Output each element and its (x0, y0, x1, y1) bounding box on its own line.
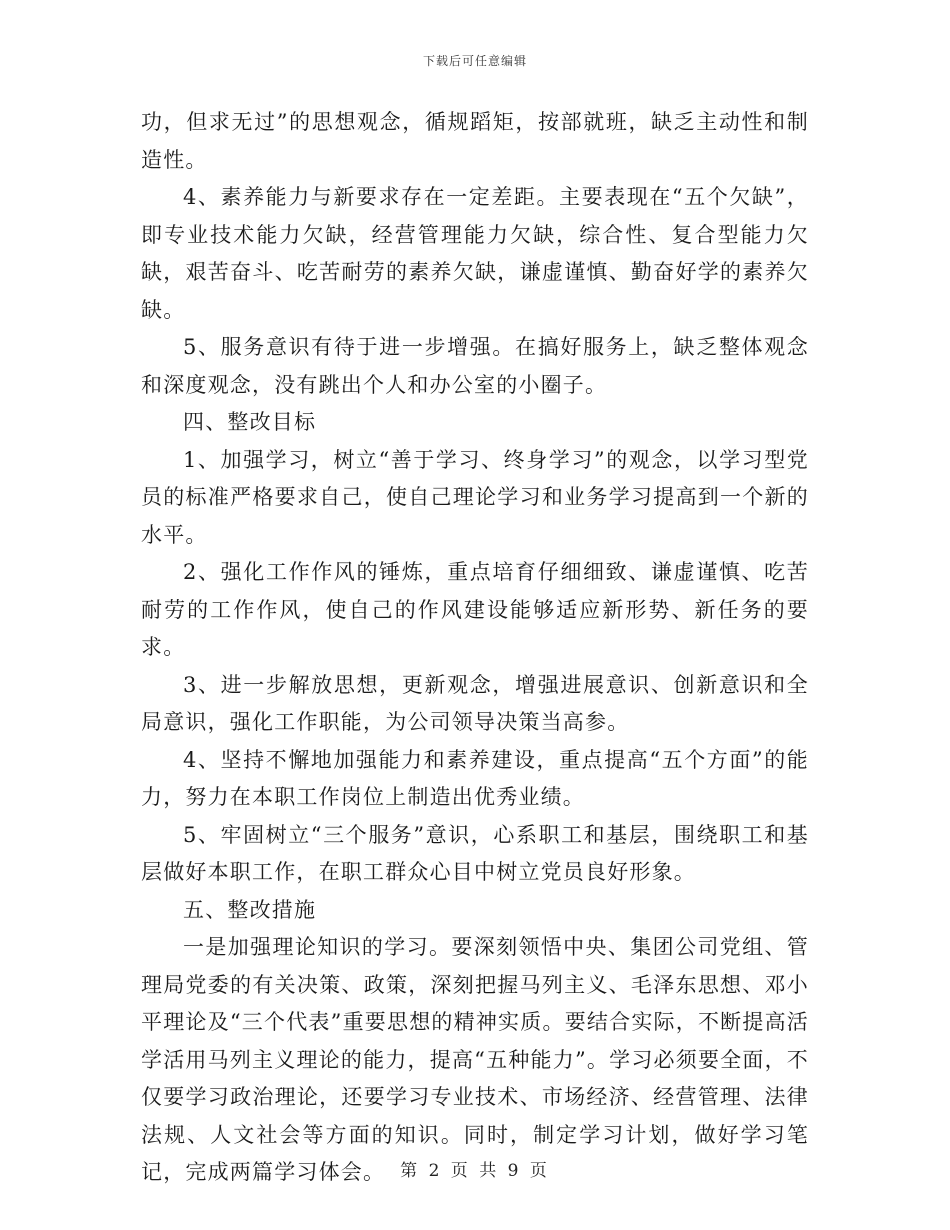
section-heading-goals: 四、整改目标 (183, 410, 317, 434)
paragraph-goal-5: 5、牢固树立“三个服务”意识，心系职工和基层，围绕职工和基层做好本职工作，在职工群众心目中树立党员良好形象。 (141, 822, 809, 884)
paragraph-measure-1: 一是加强理论知识的学习。要深刻领悟中央、集团公司党组、管理局党委的有关决策、政策，深刻把握马列主义、毛泽东思想、邓小平理论及“三个代表”重要思想的精神实质。要结合实际，不断提高活学活用马列主义理论的能力，提高“五种能力”。学习必须要全面，不仅要学习政治理论，还要学习专业技术、市场经济、经营管理、法律法规、人文社会等方面的知识。同时，制定学习计划，做好学习笔记，完成两篇学习体会。 (141, 935, 809, 1184)
paragraph-item-4-literacy: 4、素养能力与新要求存在一定差距。主要表现在“五个欠缺”，即专业技术能力欠缺，经营管理能力欠缺，综合性、复合型能力欠缺，艰苦奋斗、吃苦耐劳的素养欠缺，谦虚谨慎、勤奋好学的素养欠缺。 (141, 185, 809, 322)
paragraph-goal-1: 1、加强学习，树立“善于学习、终身学习”的观念，以学习型党员的标准严格要求自己，使自己理论学习和业务学习提高到一个新的水平。 (141, 447, 809, 547)
paragraph-item-5-service: 5、服务意识有待于进一步增强。在搞好服务上，缺乏整体观念和深度观念，没有跳出个人和办公室的小圈子。 (141, 335, 809, 397)
paragraph-continuation: 功，但求无过”的思想观念，循规蹈矩，按部就班，缺乏主动性和制造性。 (141, 110, 809, 172)
paragraph-goal-4: 4、坚持不懈地加强能力和素养建设，重点提高“五个方面”的能力，努力在本职工作岗位上制造出优秀业绩。 (141, 747, 809, 809)
paragraph-goal-2: 2、强化工作作风的锤炼，重点培育仔细细致、谦虚谨慎、吃苦耐劳的工作作风，使自己的作风建设能够适应新形势、新任务的要求。 (141, 560, 809, 659)
section-heading-measures: 五、整改措施 (183, 897, 317, 922)
page-number: 第 2 页 共 9 页 (400, 1161, 550, 1181)
header-note: 下载后可任意编辑 (422, 54, 527, 68)
paragraph-goal-3: 3、进一步解放思想，更新观念，增强进展意识、创新意识和全局意识，强化工作职能，为公司领导决策当高参。 (141, 672, 809, 734)
document-body (141, 104, 809, 1192)
